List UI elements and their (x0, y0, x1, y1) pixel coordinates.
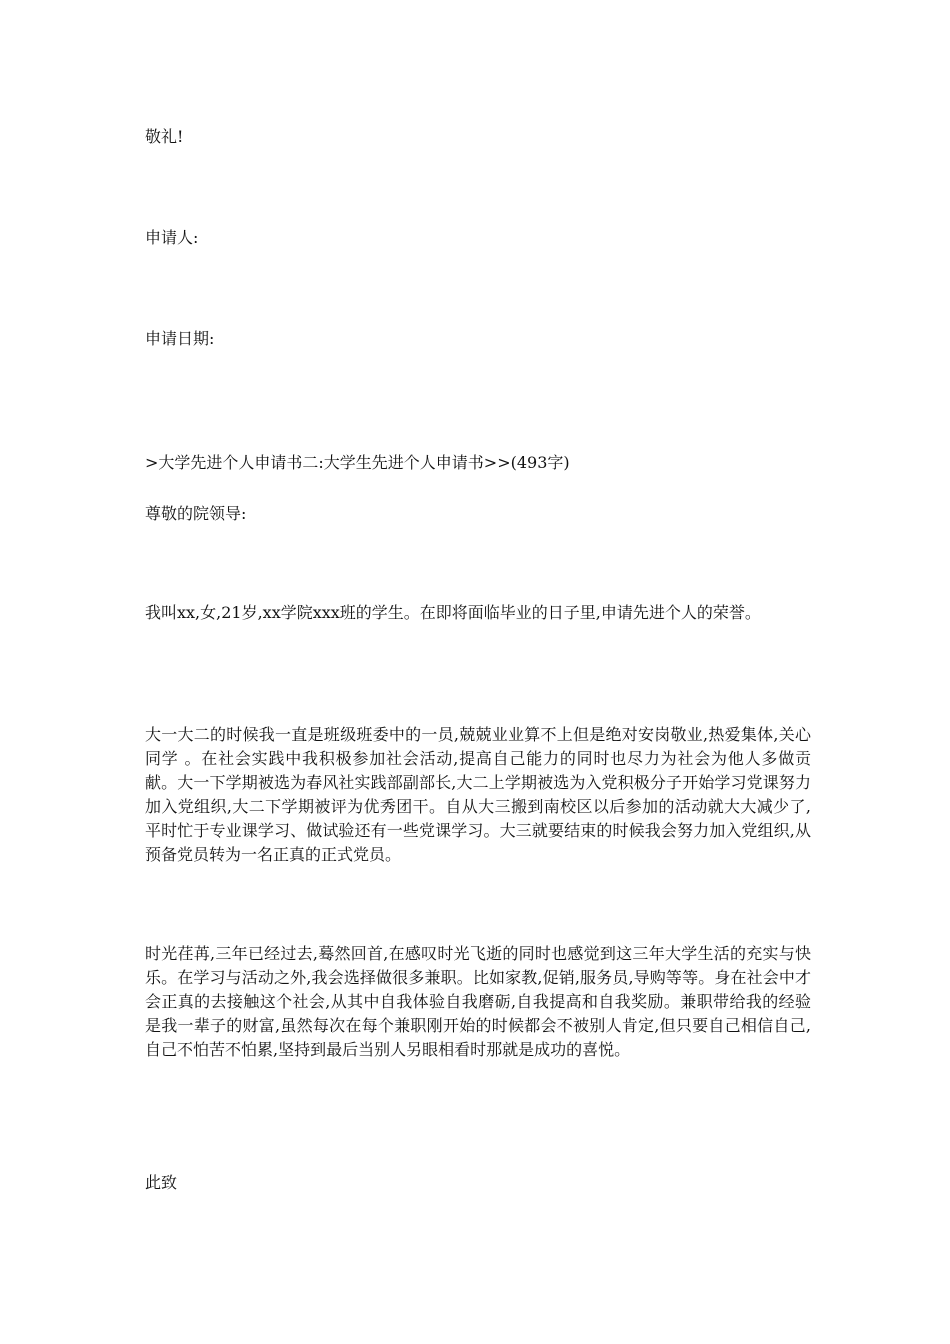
date-label: 申请日期: (145, 329, 215, 348)
paragraph-intro: 我叫xx,女,21岁,xx学院xxx班的学生。在即将面临毕业的日子里,申请先进个人的荣誉。 (145, 603, 761, 622)
closing-salute: 敬礼! (145, 127, 184, 146)
paragraph-experience: 大一大二的时候我一直是班级班委中的一员,兢兢业业算不上但是绝对安岗敬业,热爱集体,关心同学 。在社会实践中我积极参加社会活动,提高自己能力的同时也尽力为社会为他人多做贡献。大一下学期被选为春风社实践部副部长,大二上学期被选为入党积极分子开始学习党课努力加入党组织,大二下学期被评为优秀团干。自从大三搬到南校区以后参加的活动就大大减少了,平时忙于专业课学习、做试验还有一些党课学习。大三就要结束的时候我会努力加入党组织,从预备党员转为一名正真的正式党员。 (145, 725, 811, 864)
section-heading: >大学先进个人申请书二:大学生先进个人申请书>>(493字) (145, 453, 570, 472)
paragraph-reflection: 时光荏苒,三年已经过去,蓦然回首,在感叹时光飞逝的同时也感觉到这三年大学生活的充实与快乐。在学习与活动之外,我会选择做很多兼职。比如家教,促销,服务员,导购等等。身在社会中才会正真的去接触这个社会,从其中自我体验自我磨砺,自我提高和自我奖励。兼职带给我的经验是我一辈子的财富,虽然每次在每个兼职刚开始的时候都会不被别人肯定,但只要自己相信自己,自己不怕苦不怕累,坚持到最后当别人另眼相看时那就是成功的喜悦。 (145, 944, 811, 1059)
applicant-label: 申请人: (145, 228, 199, 247)
closing-phrase: 此致 (145, 1173, 178, 1192)
salutation: 尊敬的院领导: (145, 504, 247, 523)
